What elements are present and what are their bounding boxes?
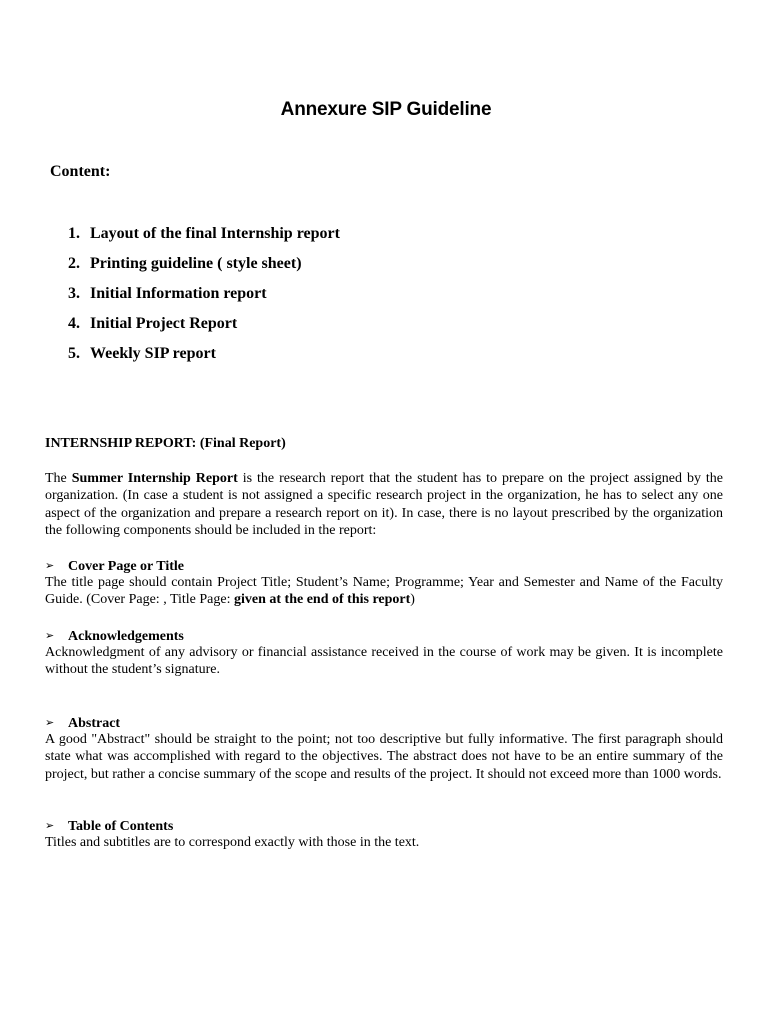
arrow-bullet-icon: ➢ [45, 629, 55, 642]
page-title: Annexure SIP Guideline [280, 99, 492, 120]
acknowledgements-paragraph: Acknowledgment of any advisory or financial assistance received in the course of work may be given. It is incomplete without the student’s signature. [45, 645, 723, 678]
cover-page-paragraph: The title page should contain Project Title; Student’s Name; Programme; Year and Semester and Name of the Faculty Guide. (Cover Page: , Title Page: given at the end of this report) [45, 575, 723, 608]
content-label: Content: [50, 163, 111, 180]
acknowledgements-heading: ➢ Acknowledgements [45, 629, 184, 644]
content-list-item: 5. Weekly SIP report [68, 345, 216, 362]
content-list-item: 1. Layout of the final Internship report [68, 225, 340, 242]
arrow-bullet-icon: ➢ [45, 559, 55, 572]
internship-report-heading: INTERNSHIP REPORT: (Final Report) [45, 436, 286, 451]
internship-intro-paragraph: The Summer Internship Report is the research report that the student has to prepare on the project assigned by the organization. (In case a student is not assigned a specific research project in the organization, he has to select any one aspect of the organization and prepare a research report on it). In case, there is no layout prescribed by the organization the following components should be included in the report: [45, 471, 724, 539]
abstract-paragraph: A good "Abstract" should be straight to the point; not too descriptive but fully informative. The first paragraph should state what was accomplished with regard to the objectives. The abstract does not have to be an entire summary of the project, but rather a concise summary of the scope and results of the project. It should not exceed more than 1000 words. [45, 732, 723, 782]
abstract-heading: ➢ Abstract [45, 716, 121, 731]
content-list-item: 2. Printing guideline ( style sheet) [68, 255, 302, 272]
table-of-contents-heading: ➢ Table of Contents [45, 819, 174, 834]
arrow-bullet-icon: ➢ [45, 819, 55, 832]
content-list-item: 3. Initial Information report [68, 285, 267, 302]
arrow-bullet-icon: ➢ [45, 716, 55, 729]
content-list [68, 224, 340, 374]
table-of-contents-paragraph: Titles and subtitles are to correspond exactly with those in the text. [45, 835, 420, 850]
cover-page-heading: ➢ Cover Page or Title [45, 559, 184, 574]
content-list-item: 4. Initial Project Report [68, 315, 238, 332]
